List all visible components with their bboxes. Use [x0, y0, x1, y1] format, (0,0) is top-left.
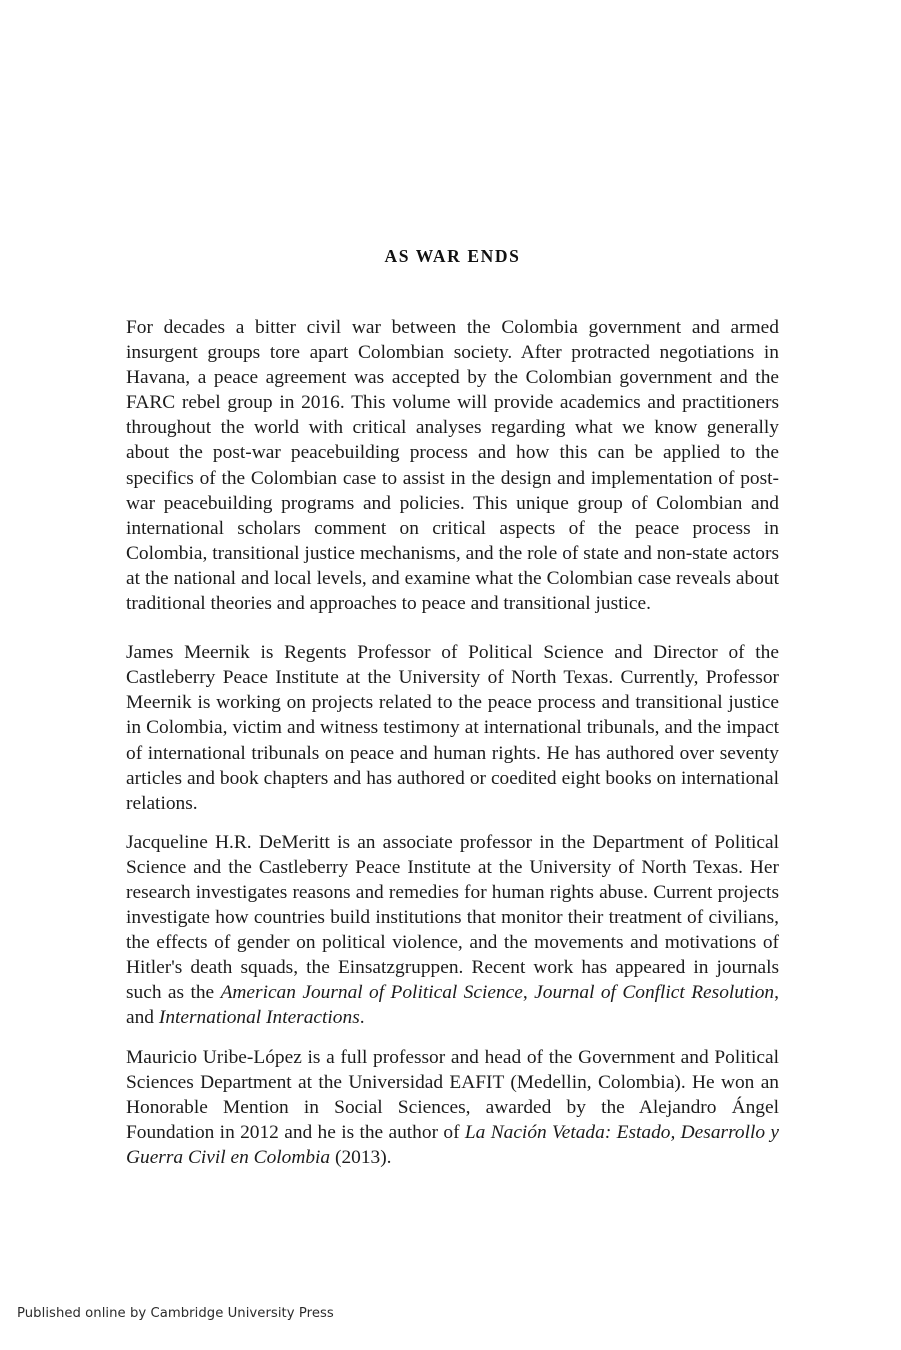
book-title-la-nacion-vetada: La Nación Vetada: Estado, Desarrollo y Guerra Civil en Colombia: [126, 1121, 779, 1168]
bio-text-segment: .: [359, 1007, 365, 1029]
publisher-credit: Published online by Cambridge University Press: [17, 1306, 334, 1321]
bio-text-segment: Jacqueline H.R. DeMeritt is an associate professor in the Department of Political Science and the Castleberry Peace Institute at the University of North Texas. Her research investigates reasons and remedies for human rights abuse. Current projects investigate how countries build institutions that monitor their treatment of civilians, the effects of gender on political violence, and the movements and motivations of Hitler's death squads, the Einsatzgruppen. Recent work has appeared in journals such as the: [126, 831, 779, 1004]
bio-text-segment: (2013).: [330, 1146, 392, 1168]
journal-title-international-interactions: International Interactions: [158, 1007, 360, 1029]
author-bio-uribe-lopez: [126, 1045, 779, 1170]
author-bio-demeritt: [126, 830, 779, 1031]
bio-text-segment: , and: [126, 982, 779, 1029]
blurb-paragraph: For decades a bitter civil war between the Colombia government and armed insurgent groups tore apart Colombian society. After protracted negotiations in Havana, a peace agreement was accepted by the Colombian government and the FARC rebel group in 2016. This volume will provide academics and practitioners throughout the world with critical analyses regarding what we know generally about the post-war peacebuilding process and how this can be applied to the specifics of the Colombian case to assist in the design and implementation of post-war peacebuilding programs and policies. This unique group of Colombian and international scholars comment on critical aspects of the peace process in Colombia, transitional justice mechanisms, and the role of state and non-state actors at the national and local levels, and examine what the Colombian case reveals about traditional theories and approaches to peace and transitional justice.: [126, 317, 779, 615]
front-matter-content: [126, 246, 779, 1170]
journal-title-journal-of-conflict-resolution: Journal of Conflict Resolution: [534, 982, 775, 1004]
author-bio-meernik: James Meernik is Regents Professor of Political Science and Director of the Castleberry Peace Institute at the University of North Texas. Currently, Professor Meernik is working on projects related to the peace process and transitional justice in Colombia, victim and witness testimony at international tribunals, and the impact of international tribunals on peace and human rights. He has authored over seventy articles and book chapters and has authored or coedited eight books on international relations.: [126, 642, 779, 814]
journal-title-american-journal-of-political-science: American Journal of Political Science: [220, 982, 523, 1004]
bio-text-segment: Mauricio Uribe-López is a full professor and head of the Government and Political Sciences Department at the Universidad EAFIT (Medellin, Colombia). He won an Honorable Mention in Social Sciences, awarded by the Alejandro Ángel Foundation in 2012 and he is the author of: [126, 1046, 779, 1143]
page-title: AS WAR ENDS: [384, 246, 521, 266]
author-bios: [126, 640, 779, 1170]
bio-text-segment: ,: [522, 982, 535, 1004]
